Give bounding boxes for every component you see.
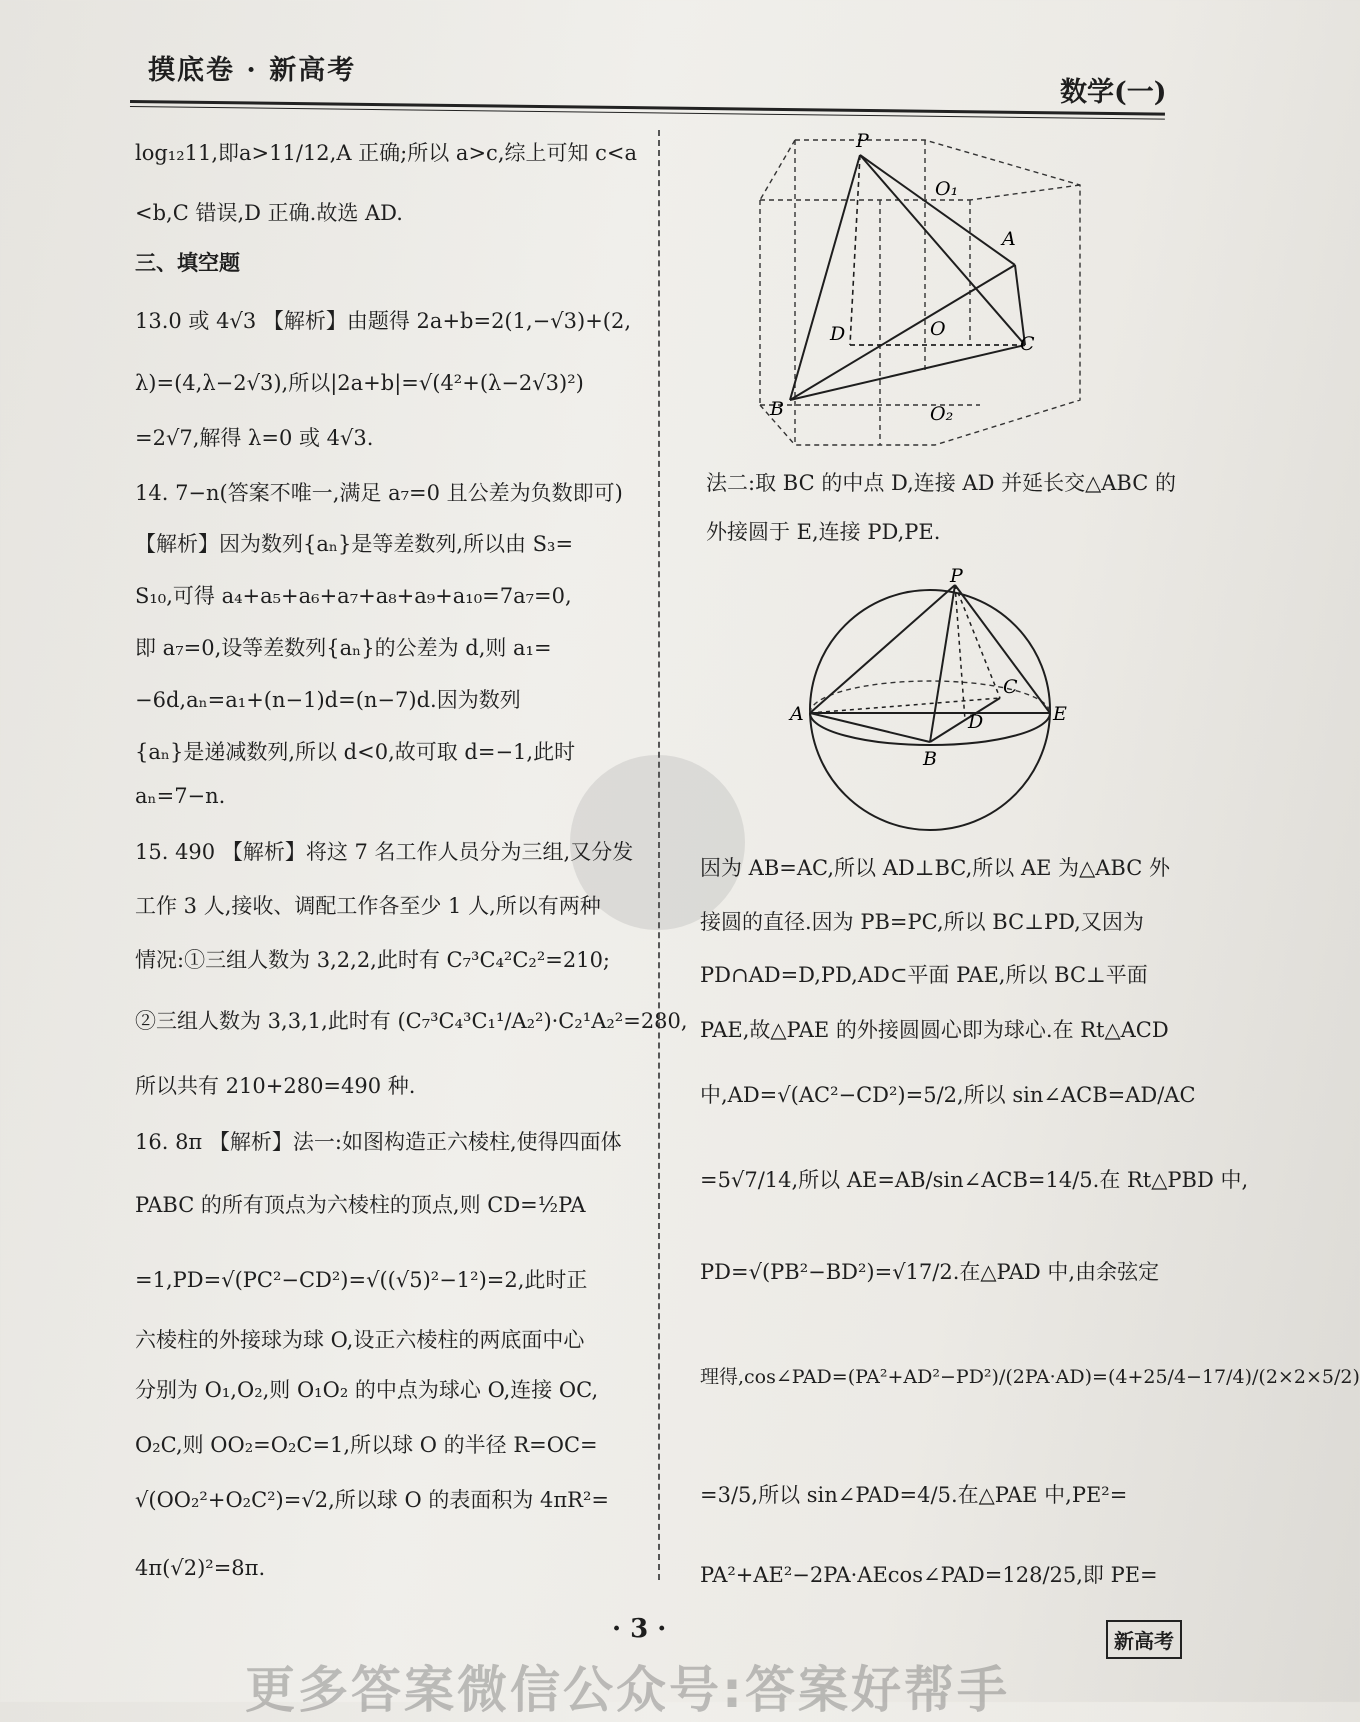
header-subject: 数学(一) xyxy=(1060,77,1167,108)
text-line: 情况:①三组人数为 3,2,2,此时有 C₇³C₄²C₂²=210; xyxy=(135,948,611,972)
text-line: 接圆的直径.因为 PB=PC,所以 BC⊥PD,又因为 xyxy=(700,910,1144,934)
figure1-label: O₁ xyxy=(935,178,959,200)
figure1-label: B xyxy=(770,398,784,420)
column-divider xyxy=(658,130,660,1580)
text-line: 14. 7−n(答案不唯一,满足 a₇=0 且公差为负数即可) xyxy=(135,481,623,505)
figure1-label: C xyxy=(1020,333,1035,355)
header-rule xyxy=(130,100,1165,120)
figure2-label: B xyxy=(923,748,937,770)
figure-hexagonal-prism xyxy=(770,125,1090,470)
figure1-label: D xyxy=(830,323,846,345)
figure1-label: O₂ xyxy=(930,403,954,425)
text-line: aₙ=7−n. xyxy=(135,784,226,808)
figure2-label: A xyxy=(790,703,804,725)
figure1-label: A xyxy=(1002,228,1016,250)
header-series-title: 摸底卷 · 新高考 xyxy=(148,55,357,86)
text-line: O₂C,则 OO₂=O₂C=1,所以球 O 的半径 R=OC= xyxy=(135,1433,598,1457)
figure2-label: D xyxy=(968,711,984,733)
text-line: S₁₀,可得 a₄+a₅+a₆+a₇+a₈+a₉+a₁₀=7a₇=0, xyxy=(135,584,572,608)
text-line: 即 a₇=0,设等差数列{aₙ}的公差为 d,则 a₁= xyxy=(135,636,552,660)
text-line: −6d,aₙ=a₁+(n−1)d=(n−7)d.因为数列 xyxy=(135,688,521,712)
text-line: {aₙ}是递减数列,所以 d<0,故可取 d=−1,此时 xyxy=(135,740,576,764)
text-line: PABC 的所有顶点为六棱柱的顶点,则 CD=½PA xyxy=(135,1193,586,1217)
figure-sphere xyxy=(785,565,1075,840)
footer-badge: 新高考 xyxy=(1106,1620,1182,1659)
text-line: 13.0 或 4√3 【解析】由题得 2a+b=2(1,−√3)+(2, xyxy=(135,309,632,333)
text-line: =1,PD=√(PC²−CD²)=√((√5)²−1²)=2,此时正 xyxy=(135,1268,588,1292)
text-line: 因为 AB=AC,所以 AD⊥BC,所以 AE 为△ABC 外 xyxy=(700,856,1170,880)
text-line: ②三组人数为 3,3,1,此时有 (C₇³C₄³C₁¹/A₂²)·C₂¹A₂²=280, xyxy=(135,1009,688,1033)
figure2-label: C xyxy=(1003,676,1018,698)
section-heading: 三、填空题 xyxy=(135,251,240,275)
figure2-label: P xyxy=(950,565,963,587)
text-line: 4π(√2)²=8π. xyxy=(135,1556,266,1580)
text-line: =2√7,解得 λ=0 或 4√3. xyxy=(135,426,374,450)
text-line: 法二:取 BC 的中点 D,连接 AD 并延长交△ABC 的 xyxy=(706,471,1176,495)
text-line: log₁₂11,即a>11/12,A 正确;所以 a>c,综上可知 c<a xyxy=(135,141,638,165)
watermark-text: 更多答案微信公众号:答案好帮手 xyxy=(245,1661,1010,1719)
text-line: PD=√(PB²−BD²)=√17/2.在△PAD 中,由余弦定 xyxy=(700,1260,1160,1284)
page-number: · 3 · xyxy=(612,1614,667,1644)
figure1-label: P xyxy=(856,130,869,152)
text-line: PD∩AD=D,PD,AD⊂平面 PAE,所以 BC⊥平面 xyxy=(700,963,1148,987)
text-line: PA²+AE²−2PA·AEcos∠PAD=128/25,即 PE= xyxy=(700,1563,1158,1587)
text-line: 工作 3 人,接收、调配工作各至少 1 人,所以有两种 xyxy=(135,894,601,918)
text-line: =3/5,所以 sin∠PAD=4/5.在△PAE 中,PE²= xyxy=(700,1483,1128,1507)
text-line: 16. 8π 【解析】法一:如图构造正六棱柱,使得四面体 xyxy=(135,1130,622,1154)
text-line: =5√7/14,所以 AE=AB/sin∠ACB=14/5.在 Rt△PBD 中, xyxy=(700,1168,1249,1192)
text-line: 15. 490 【解析】将这 7 名工作人员分为三组,又分发 xyxy=(135,840,634,864)
text-line: 外接圆于 E,连接 PD,PE. xyxy=(706,520,941,544)
text-line: 理得,cos∠PAD=(PA²+AD²−PD²)/(2PA·AD)=(4+25/4−17/4)/(2×2×5/2) xyxy=(700,1366,1360,1388)
text-line: PAE,故△PAE 的外接圆圆心即为球心.在 Rt△ACD xyxy=(700,1018,1169,1042)
figure2-label: E xyxy=(1053,703,1067,725)
text-line: 分别为 O₁,O₂,则 O₁O₂ 的中点为球心 O,连接 OC, xyxy=(135,1378,599,1402)
figure1-label: O xyxy=(930,318,946,340)
text-line: 所以共有 210+280=490 种. xyxy=(135,1074,416,1098)
text-line: λ)=(4,λ−2√3),所以|2a+b|=√(4²+(λ−2√3)²) xyxy=(135,371,584,395)
text-line: 六棱柱的外接球为球 O,设正六棱柱的两底面中心 xyxy=(135,1328,585,1352)
text-line: √(OO₂²+O₂C²)=√2,所以球 O 的表面积为 4πR²= xyxy=(135,1488,609,1512)
text-line: <b,C 错误,D 正确.故选 AD. xyxy=(135,201,403,225)
text-line: 中,AD=√(AC²−CD²)=5/2,所以 sin∠ACB=AD/AC xyxy=(700,1083,1196,1107)
text-line: 【解析】因为数列{aₙ}是等差数列,所以由 S₃= xyxy=(135,532,574,556)
